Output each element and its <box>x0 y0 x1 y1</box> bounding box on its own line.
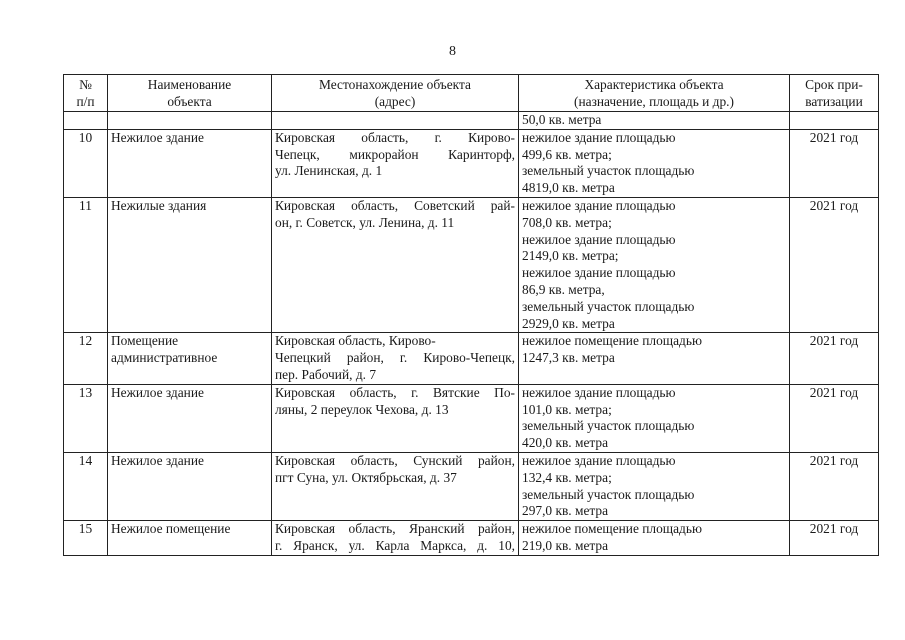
table-row <box>64 333 879 384</box>
header-characteristics-line: (назначение, площадь и др.) <box>574 93 734 109</box>
cell-term <box>790 112 879 130</box>
cell-num: 11 <box>64 197 108 332</box>
name-line: административное <box>111 350 218 366</box>
header-num-line: п/п <box>76 93 95 109</box>
table-row <box>64 521 879 556</box>
cell-address <box>272 384 519 452</box>
table-row <box>64 197 879 332</box>
characteristics-line: 2149,0 кв. метра; <box>522 248 619 264</box>
cell-num: 14 <box>64 452 108 520</box>
table-row <box>64 452 879 520</box>
characteristics-line: нежилое здание площадью <box>522 129 676 145</box>
table-row <box>64 112 879 130</box>
cell-term: 2021 год <box>790 521 879 556</box>
address-line: ул. Ленинская, д. 1 <box>275 163 383 179</box>
cell-num: 12 <box>64 333 108 384</box>
address-line: Кировская область, Яранский район, <box>275 521 515 537</box>
header-characteristics <box>519 75 790 112</box>
header-term-line: ватизации <box>805 93 863 109</box>
characteristics-line: 50,0 кв. метра <box>522 112 602 127</box>
cell-term: 2021 год <box>790 197 879 332</box>
characteristics-line: нежилое здание площадью <box>522 197 676 213</box>
header-num <box>64 75 108 112</box>
address-line: Кировская область, г. Вятские По- <box>275 384 515 400</box>
table-header-row <box>64 75 879 112</box>
header-characteristics-line: Характеристика объекта <box>584 77 724 92</box>
characteristics-line: нежилое здание площадью <box>522 231 676 247</box>
characteristics-line: земельный участок площадью <box>522 298 695 314</box>
characteristics-line: нежилое здание площадью <box>522 452 676 468</box>
cell-characteristics <box>519 112 790 130</box>
cell-characteristics <box>519 384 790 452</box>
address-line: пер. Рабочий, д. 7 <box>275 366 377 382</box>
cell-characteristics <box>519 333 790 384</box>
address-line: он, г. Советск, ул. Ленина, д. 11 <box>275 214 455 230</box>
characteristics-line: земельный участок площадью <box>522 486 695 502</box>
address-line: Чепецк, микрорайон Каринторф, <box>275 146 515 162</box>
address-line: ляны, 2 переулок Чехова, д. 13 <box>275 401 449 417</box>
characteristics-line: 132,4 кв. метра; <box>522 469 612 485</box>
cell-term: 2021 год <box>790 333 879 384</box>
cell-term: 2021 год <box>790 384 879 452</box>
characteristics-line: 297,0 кв. метра <box>522 503 609 519</box>
characteristics-line: 708,0 кв. метра; <box>522 214 612 230</box>
header-term <box>790 75 879 112</box>
characteristics-line: нежилое здание площадью <box>522 265 676 281</box>
characteristics-line: нежилое помещение площадью <box>522 333 702 349</box>
objects-table <box>63 74 879 556</box>
cell-characteristics <box>519 129 790 197</box>
cell-term: 2021 год <box>790 129 879 197</box>
characteristics-line: 4819,0 кв. метра <box>522 180 615 196</box>
address-line: Кировская область, Сунский район, <box>275 452 515 468</box>
address-line: Кировская область, г. Кирово- <box>275 129 515 145</box>
cell-name <box>108 333 272 384</box>
cell-address <box>272 112 519 130</box>
cell-num <box>64 112 108 130</box>
characteristics-line: 420,0 кв. метра <box>522 435 609 451</box>
characteristics-line: земельный участок площадью <box>522 163 695 179</box>
cell-characteristics <box>519 521 790 556</box>
address-line: пгт Суна, ул. Октябрьская, д. 37 <box>275 469 457 485</box>
header-name-line: объекта <box>167 93 212 109</box>
cell-address <box>272 197 519 332</box>
header-name <box>108 75 272 112</box>
cell-name: Нежилое здание <box>108 452 272 520</box>
characteristics-line: 219,0 кв. метра <box>522 537 609 553</box>
cell-address <box>272 452 519 520</box>
cell-characteristics <box>519 197 790 332</box>
header-term-line: Срок при- <box>805 77 863 92</box>
address-line: г. Яранск, ул. Карла Маркса, д. 10, <box>275 537 515 553</box>
header-num-line: № <box>79 77 92 92</box>
characteristics-line: 101,0 кв. метра; <box>522 401 612 417</box>
header-address <box>272 75 519 112</box>
header-address-line: Местонахождение объекта <box>319 77 471 92</box>
characteristics-line: 499,6 кв. метра; <box>522 146 612 162</box>
characteristics-line: 1247,3 кв. метра <box>522 350 615 366</box>
cell-address <box>272 333 519 384</box>
characteristics-line: земельный участок площадью <box>522 418 695 434</box>
cell-address <box>272 521 519 556</box>
cell-name: Нежилое здание <box>108 129 272 197</box>
table-row <box>64 384 879 452</box>
characteristics-line: 2929,0 кв. метра <box>522 315 615 331</box>
cell-name: Нежилое помещение <box>108 521 272 556</box>
page-number: 8 <box>449 44 456 59</box>
cell-address <box>272 129 519 197</box>
cell-num: 13 <box>64 384 108 452</box>
name-line: Помещение <box>111 333 179 349</box>
address-line: Кировская область, Кирово- <box>275 333 436 349</box>
header-name-line: Наименование <box>147 77 232 92</box>
address-line: Чепецкий район, г. Кирово-Чепецк, <box>275 350 515 366</box>
table-row <box>64 129 879 197</box>
cell-name: Нежилые здания <box>108 197 272 332</box>
characteristics-line: 86,9 кв. метра, <box>522 281 605 297</box>
cell-name: Нежилое здание <box>108 384 272 452</box>
cell-num: 15 <box>64 521 108 556</box>
header-address-line: (адрес) <box>374 93 416 109</box>
cell-name <box>108 112 272 130</box>
characteristics-line: нежилое здание площадью <box>522 384 676 400</box>
address-line: Кировская область, Советский рай- <box>275 197 515 213</box>
cell-term: 2021 год <box>790 452 879 520</box>
cell-num: 10 <box>64 129 108 197</box>
cell-characteristics <box>519 452 790 520</box>
characteristics-line: нежилое помещение площадью <box>522 521 702 537</box>
